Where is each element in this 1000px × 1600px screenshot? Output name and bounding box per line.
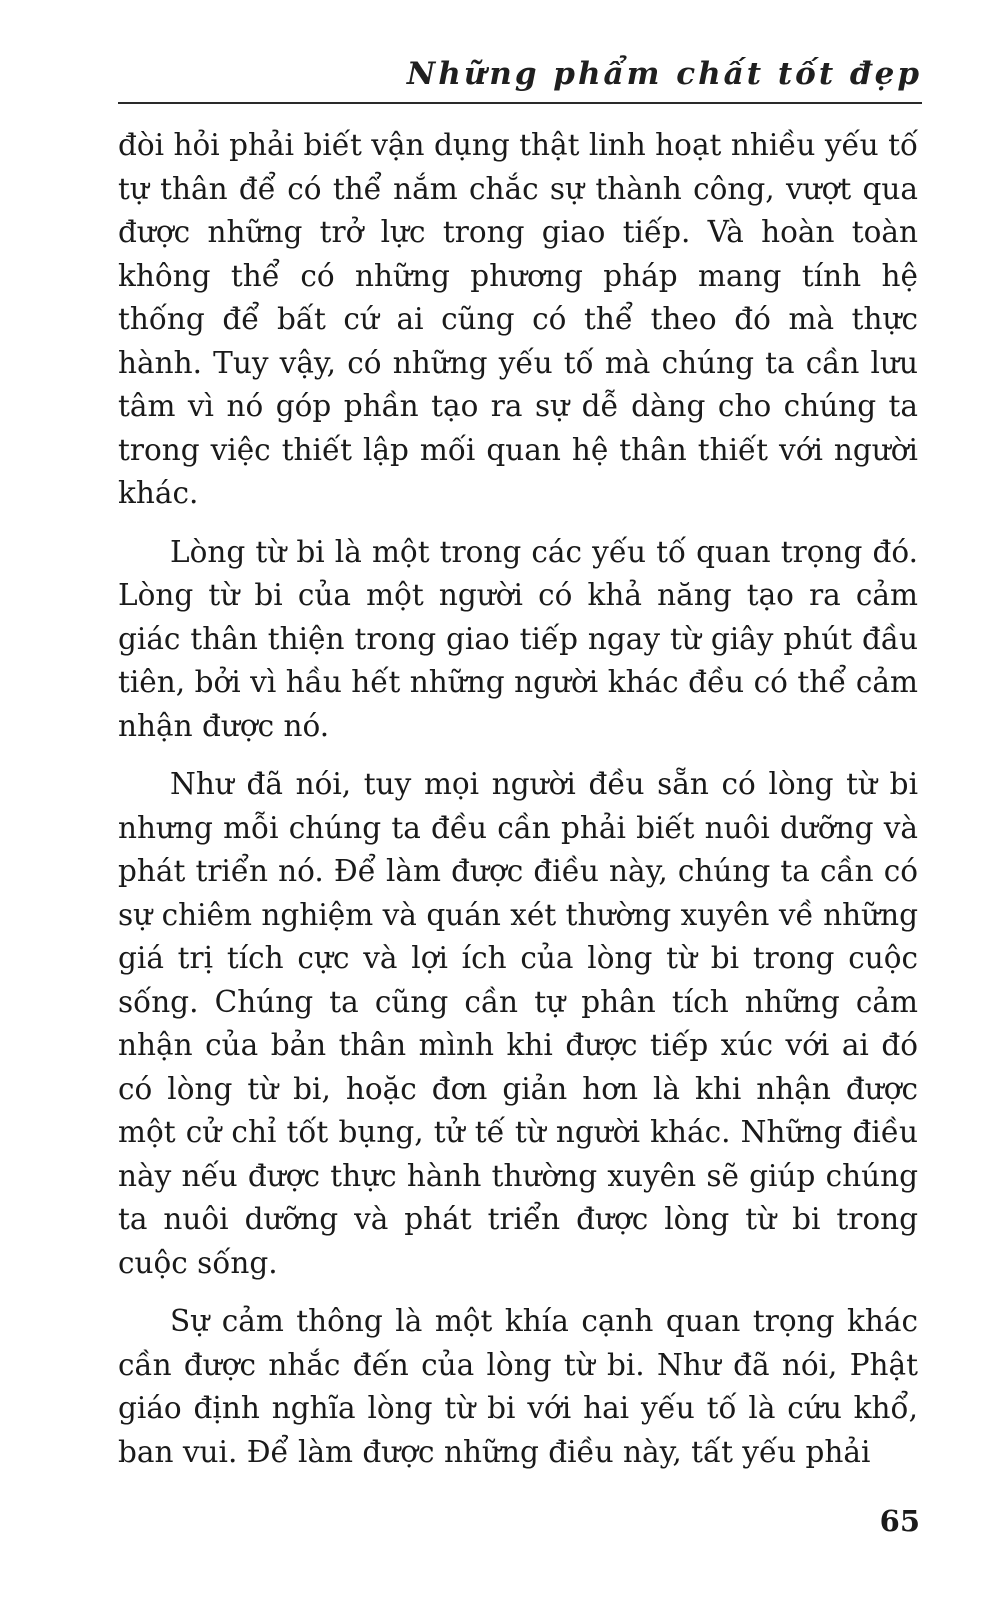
paragraph-3: Như đã nói, tuy mọi người đều sẵn có lòng từ bi nhưng mỗi chúng ta đều cần phải biết nuôi dưỡng và phát triển nó. Để làm được điều này, chúng ta cần có sự chiêm nghiệm và quán xét thường xuyên về những giá trị tích cực và lợi ích của lòng từ bi trong cuộc sống. Chúng ta cũng cần tự phân tích những cảm nhận của bản thân mình khi được tiếp xúc với ai đó có lòng từ bi, hoặc đơn giản hơn là khi nhận được một cử chỉ tốt bụng, tử tế từ người khác. Những điều này nếu được thực hành thường xuyên sẽ giúp chúng ta nuôi dưỡng và phát triển được lòng từ bi trong cuộc sống. — [118, 767, 918, 1280]
running-header-title: Những phẩm chất tốt đẹp — [406, 56, 922, 92]
paragraph-1: đòi hỏi phải biết vận dụng thật linh hoạt nhiều yếu tố tự thân để có thể nắm chắc sự thành công, vượt qua được những trở lực trong giao tiếp. Và hoàn toàn không thể có những phương pháp mang tính hệ thống để bất cứ ai cũng có thể theo đó mà thực hành. Tuy vậy, có những yếu tố mà chúng ta cần lưu tâm vì nó góp phần tạo ra sự dễ dàng cho chúng ta trong việc thiết lập mối quan hệ thân thiết với người khác. — [118, 128, 918, 510]
paragraph-4: Sự cảm thông là một khía cạnh quan trọng khác cần được nhắc đến của lòng từ bi. Như đã nói, Phật giáo định nghĩa lòng từ bi với hai yếu tố là cứu khổ, ban vui. Để làm được những điều này, tất yếu phải — [118, 1304, 918, 1469]
paragraph-2: Lòng từ bi là một trong các yếu tố quan trọng đó. Lòng từ bi của một người có khả năng tạo ra cảm giác thân thiện trong giao tiếp ngay từ giây phút đầu tiên, bởi vì hầu hết những người khác đều có thể cảm nhận được nó. — [118, 534, 918, 743]
body-text — [118, 124, 918, 1489]
running-header — [118, 54, 922, 104]
page-number: 65 — [879, 1504, 920, 1538]
